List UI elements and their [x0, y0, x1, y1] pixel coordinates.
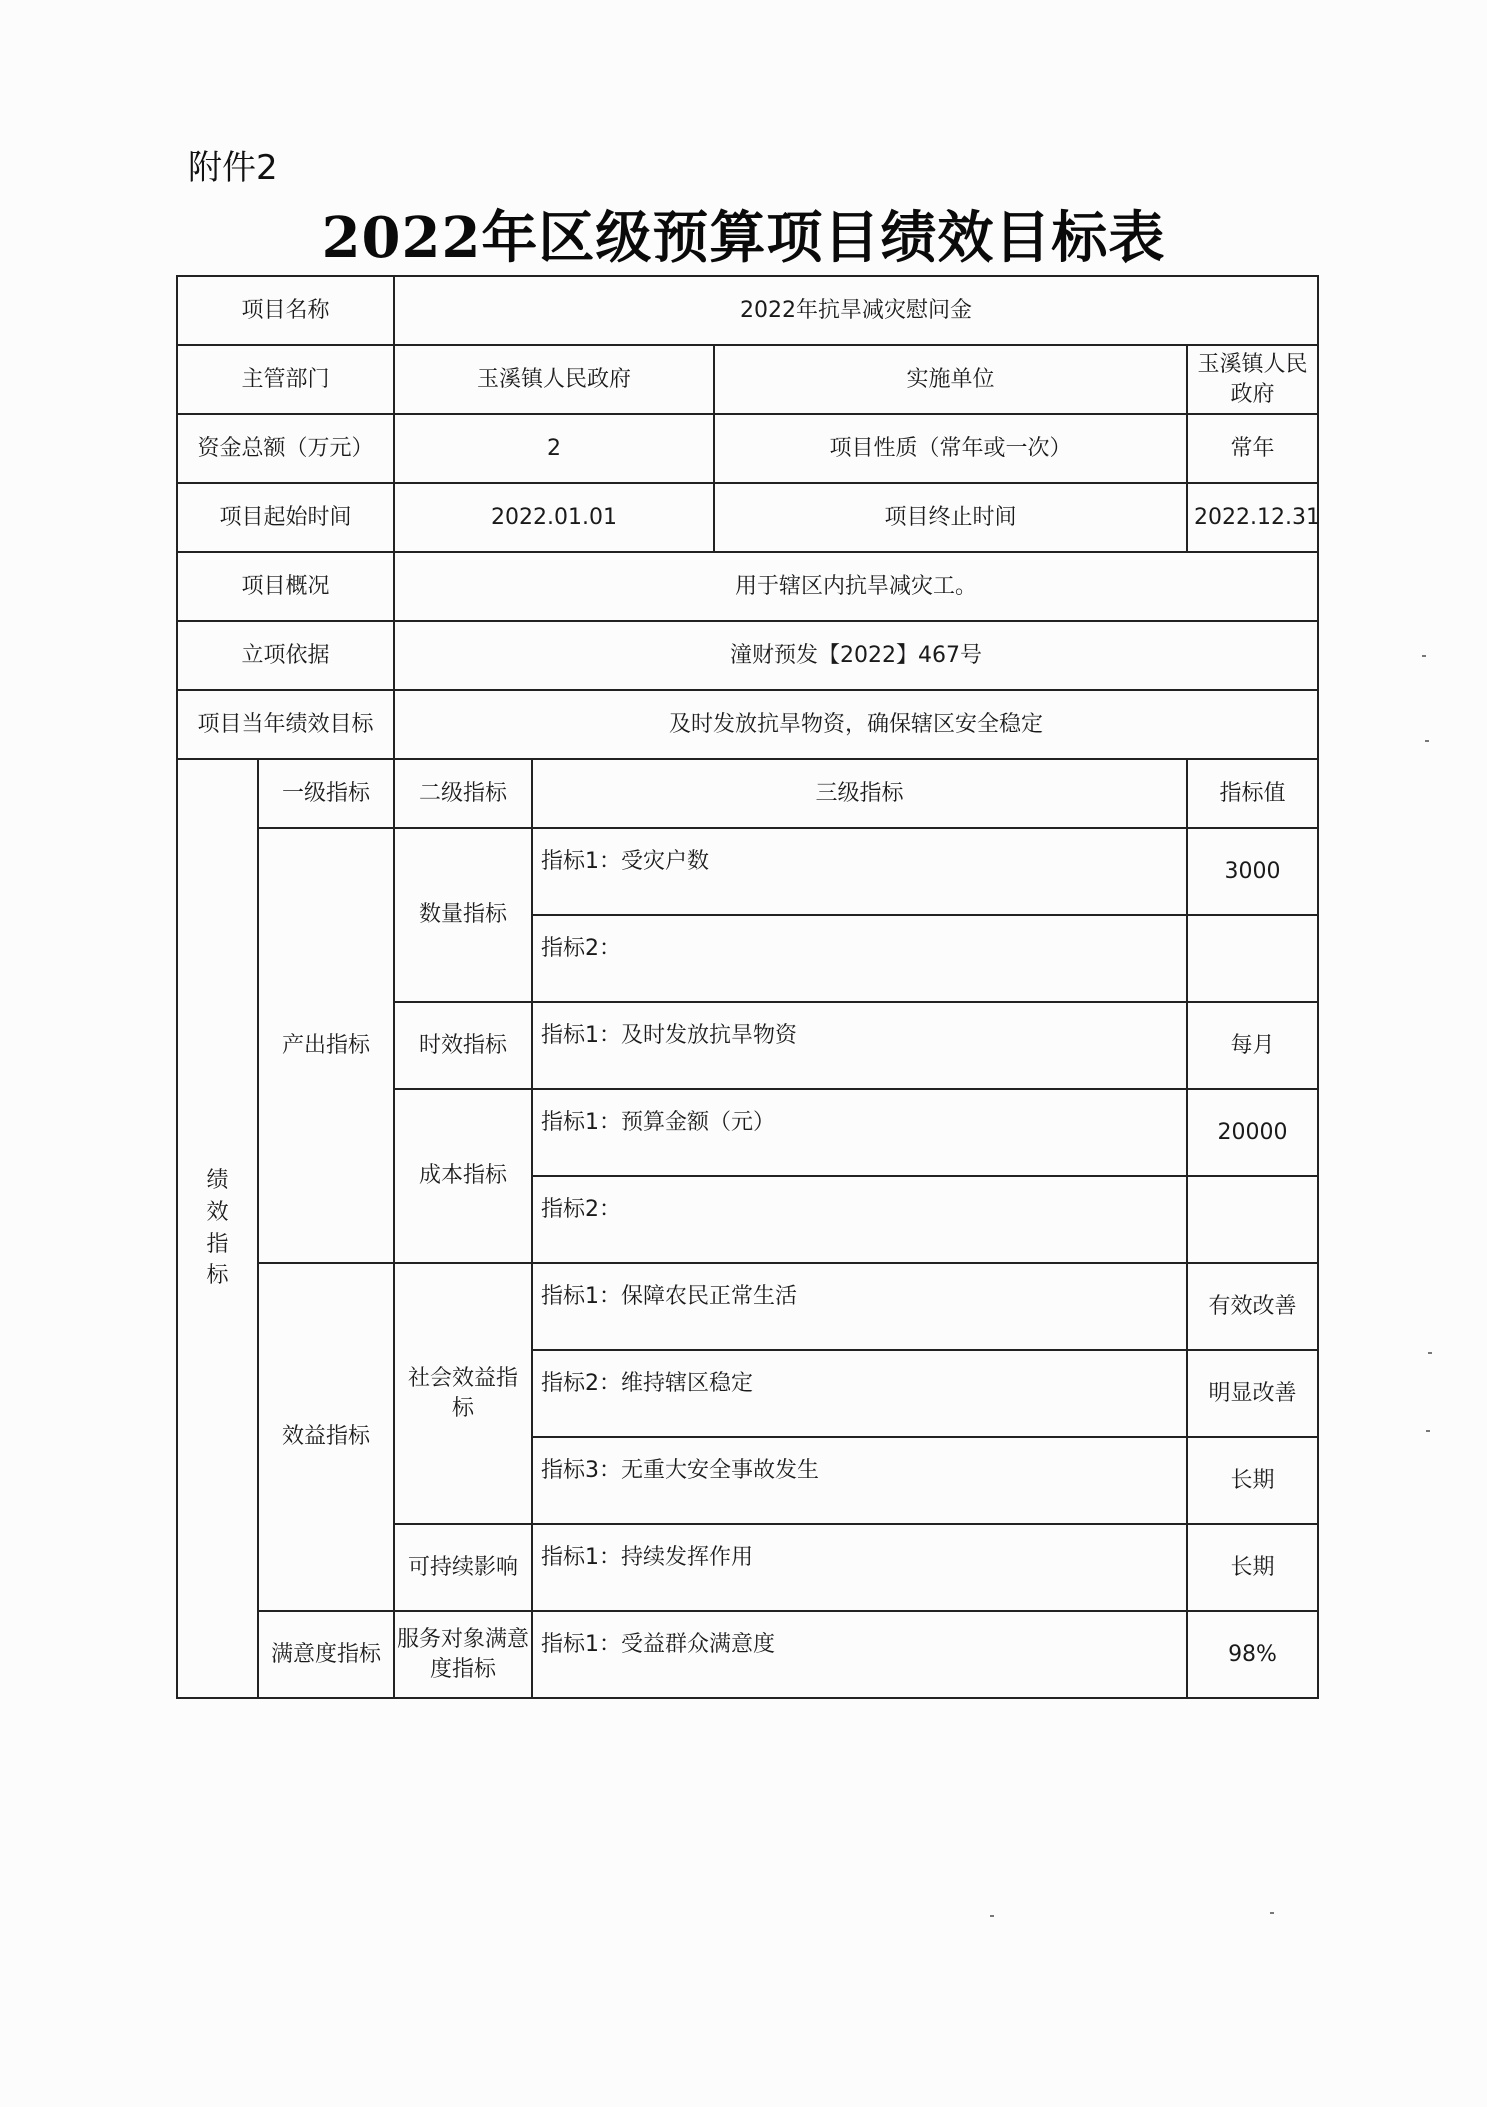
row-annual-goal [177, 690, 1318, 759]
sustainable-impact-indicator-1-value: 长期 [1187, 1524, 1318, 1611]
level1-header: 一级指标 [258, 759, 394, 828]
implementer-value: 玉溪镇人民政府 [1187, 345, 1318, 414]
attachment-label: 附件2 [188, 148, 278, 188]
total-funds-label: 资金总额（万元） [177, 414, 394, 483]
social-benefit-indicator-3-value: 长期 [1187, 1437, 1318, 1524]
table-row [177, 828, 1318, 915]
annual-goal-label: 项目当年绩效目标 [177, 690, 394, 759]
annual-goal-value: 及时发放抗旱物资，确保辖区安全稳定 [394, 690, 1318, 759]
social-benefit-indicator-2-value: 明显改善 [1187, 1350, 1318, 1437]
department-label: 主管部门 [177, 345, 394, 414]
service-satisfaction-indicator-1: 指标1：受益群众满意度 [532, 1611, 1187, 1698]
cost-indicator-label: 成本指标 [394, 1089, 532, 1263]
quantity-indicator-2: 指标2： [532, 915, 1187, 1002]
row-project-name [177, 276, 1318, 345]
row-funds [177, 414, 1318, 483]
cost-indicator-1: 指标1：预算金额（元） [532, 1089, 1187, 1176]
output-indicator-label: 产出指标 [258, 828, 394, 1263]
basis-value: 潼财预发【2022】467号 [394, 621, 1318, 690]
start-time-value: 2022.01.01 [394, 483, 714, 552]
social-benefit-indicator-label: 社会效益指标 [394, 1263, 532, 1524]
level2-header: 二级指标 [394, 759, 532, 828]
table-row [177, 1263, 1318, 1350]
row-time [177, 483, 1318, 552]
timeliness-indicator-1: 指标1：及时发放抗旱物资 [532, 1002, 1187, 1089]
total-funds-value: 2 [394, 414, 714, 483]
quantity-indicator-2-value [1187, 915, 1318, 1002]
satisfaction-indicator-label: 满意度指标 [258, 1611, 394, 1698]
scan-speck [1428, 1352, 1432, 1354]
scan-speck [990, 1915, 994, 1917]
implementer-label: 实施单位 [714, 345, 1187, 414]
cost-indicator-1-value: 20000 [1187, 1089, 1318, 1176]
sustainable-impact-indicator-1: 指标1：持续发挥作用 [532, 1524, 1187, 1611]
benefit-indicator-label: 效益指标 [258, 1263, 394, 1611]
sustainable-impact-label: 可持续影响 [394, 1524, 532, 1611]
row-basis [177, 621, 1318, 690]
social-benefit-indicator-1: 指标1：保障农民正常生活 [532, 1263, 1187, 1350]
scan-speck [1425, 740, 1429, 742]
table-row [177, 1611, 1318, 1698]
row-department [177, 345, 1318, 414]
performance-target-table [176, 275, 1319, 1699]
level3-header: 三级指标 [532, 759, 1187, 828]
overview-label: 项目概况 [177, 552, 394, 621]
department-value: 玉溪镇人民政府 [394, 345, 714, 414]
quantity-indicator-1-value: 3000 [1187, 828, 1318, 915]
row-indicator-header [177, 759, 1318, 828]
project-nature-value: 常年 [1187, 414, 1318, 483]
basis-label: 立项依据 [177, 621, 394, 690]
perf-indicators-label: 绩效指标 [177, 759, 258, 1698]
timeliness-indicator-1-value: 每月 [1187, 1002, 1318, 1089]
social-benefit-indicator-2: 指标2：维持辖区稳定 [532, 1350, 1187, 1437]
quantity-indicator-1: 指标1：受灾户数 [532, 828, 1187, 915]
scan-speck [1422, 655, 1426, 657]
scan-speck [1270, 1912, 1274, 1914]
project-name-label: 项目名称 [177, 276, 394, 345]
scan-speck [1426, 1430, 1430, 1432]
page-title: 2022年区级预算项目绩效目标表 [321, 205, 1166, 271]
end-time-value: 2022.12.31 [1187, 483, 1318, 552]
indicator-value-header: 指标值 [1187, 759, 1318, 828]
cost-indicator-2: 指标2： [532, 1176, 1187, 1263]
social-benefit-indicator-1-value: 有效改善 [1187, 1263, 1318, 1350]
overview-value: 用于辖区内抗旱减灾工。 [394, 552, 1318, 621]
social-benefit-indicator-3: 指标3：无重大安全事故发生 [532, 1437, 1187, 1524]
quantity-indicator-label: 数量指标 [394, 828, 532, 1002]
project-nature-label: 项目性质（常年或一次） [714, 414, 1187, 483]
row-overview [177, 552, 1318, 621]
start-time-label: 项目起始时间 [177, 483, 394, 552]
project-name-value: 2022年抗旱减灾慰问金 [394, 276, 1318, 345]
cost-indicator-2-value [1187, 1176, 1318, 1263]
service-satisfaction-indicator-1-value: 98% [1187, 1611, 1318, 1698]
timeliness-indicator-label: 时效指标 [394, 1002, 532, 1089]
end-time-label: 项目终止时间 [714, 483, 1187, 552]
service-satisfaction-label: 服务对象满意度指标 [394, 1611, 532, 1698]
